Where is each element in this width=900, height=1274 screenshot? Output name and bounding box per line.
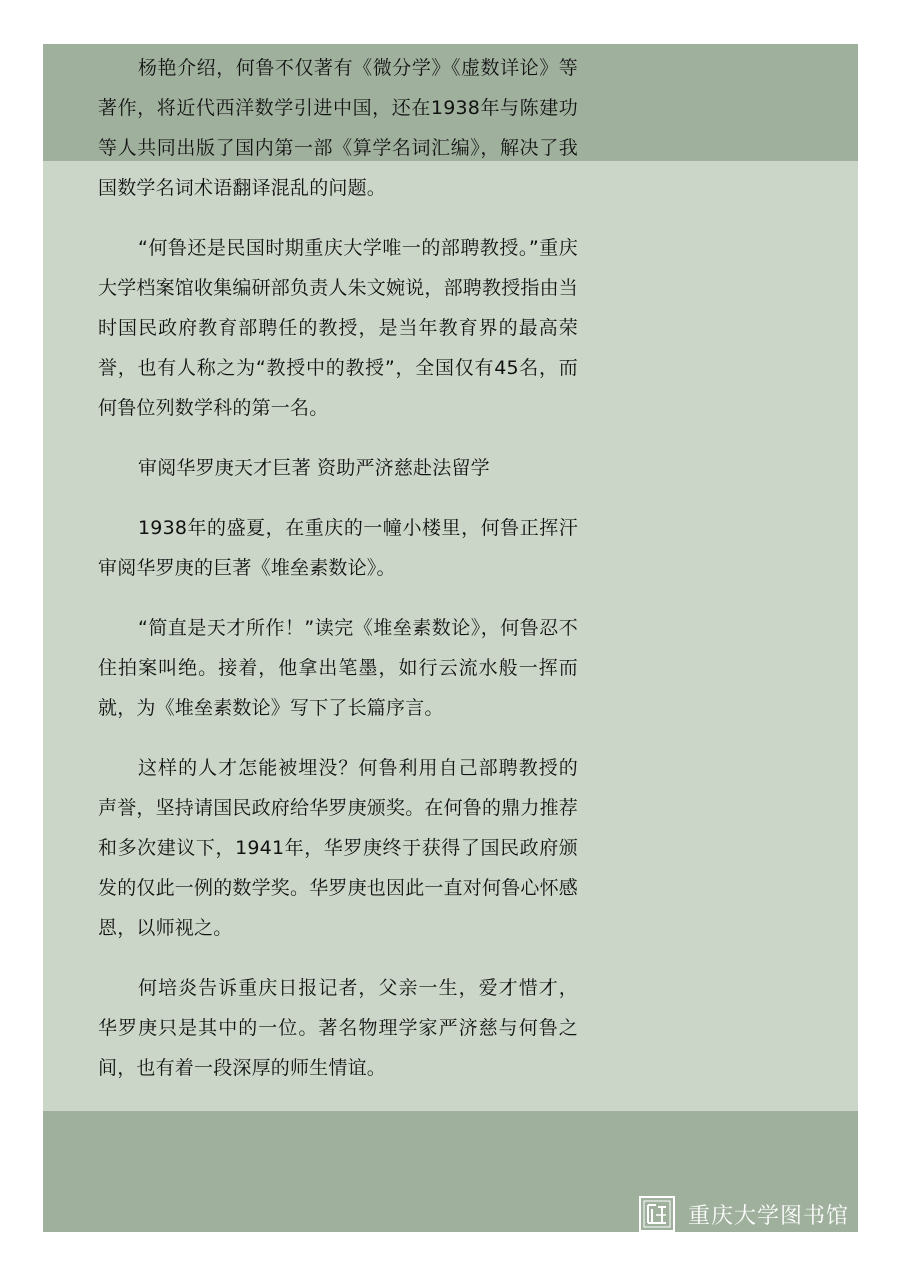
paragraph-1938: 1938年的盛夏，在重庆的一幢小楼里，何鲁正挥汗审阅华罗庚的巨著《堆垒素数论》。 <box>98 517 578 579</box>
paragraph-professor: “何鲁还是民国时期重庆大学唯一的部聘教授。”重庆大学档案馆收集编研部负责人朱文婉说，部聘教授指由当时国民政府教育部聘任的教授，是当年教育界的最高荣誉，也有人称之为“教授中的教授”，全国仅有45名，而何鲁位列数学科的第一名。 <box>98 237 579 419</box>
article-body <box>98 48 578 1108</box>
footer-branding <box>638 1192 849 1236</box>
paragraph-mentor: 何培炎告诉重庆日报记者，父亲一生，爱才惜才，华罗庚只是其中的一位。著名物理学家严济慈与何鲁之间，也有着一段深厚的师生情谊。 <box>98 977 578 1079</box>
paragraph-intro: 杨艳介绍，何鲁不仅著有《微分学》《虚数详论》等著作，将近代西洋数学引进中国，还在1938年与陈建功等人共同出版了国内第一部《算学名词汇编》，解决了我国数学名词术语翻译混乱的问题。 <box>98 57 578 199</box>
paragraph-award: 这样的人才怎能被埋没？何鲁利用自己部聘教授的声誉，坚持请国民政府给华罗庚颁奖。在何鲁的鼎力推荐和多次建议下，1941年，华罗庚终于获得了国民政府颁发的仅此一例的数学奖。华罗庚也因此一直对何鲁心怀感恩，以师视之。 <box>98 757 579 939</box>
library-seal-icon <box>638 1195 676 1233</box>
section-heading: 审阅华罗庚天才巨著 资助严济慈赴法留学 <box>138 457 490 479</box>
paragraph-genius: “简直是天才所作！”读完《堆垒素数论》，何鲁忍不住拍案叫绝。接着，他拿出笔墨，如行云流水般一挥而就，为《堆垒素数论》写下了长篇序言。 <box>98 617 578 719</box>
library-name: 重庆大学图书馆 <box>688 1203 850 1229</box>
